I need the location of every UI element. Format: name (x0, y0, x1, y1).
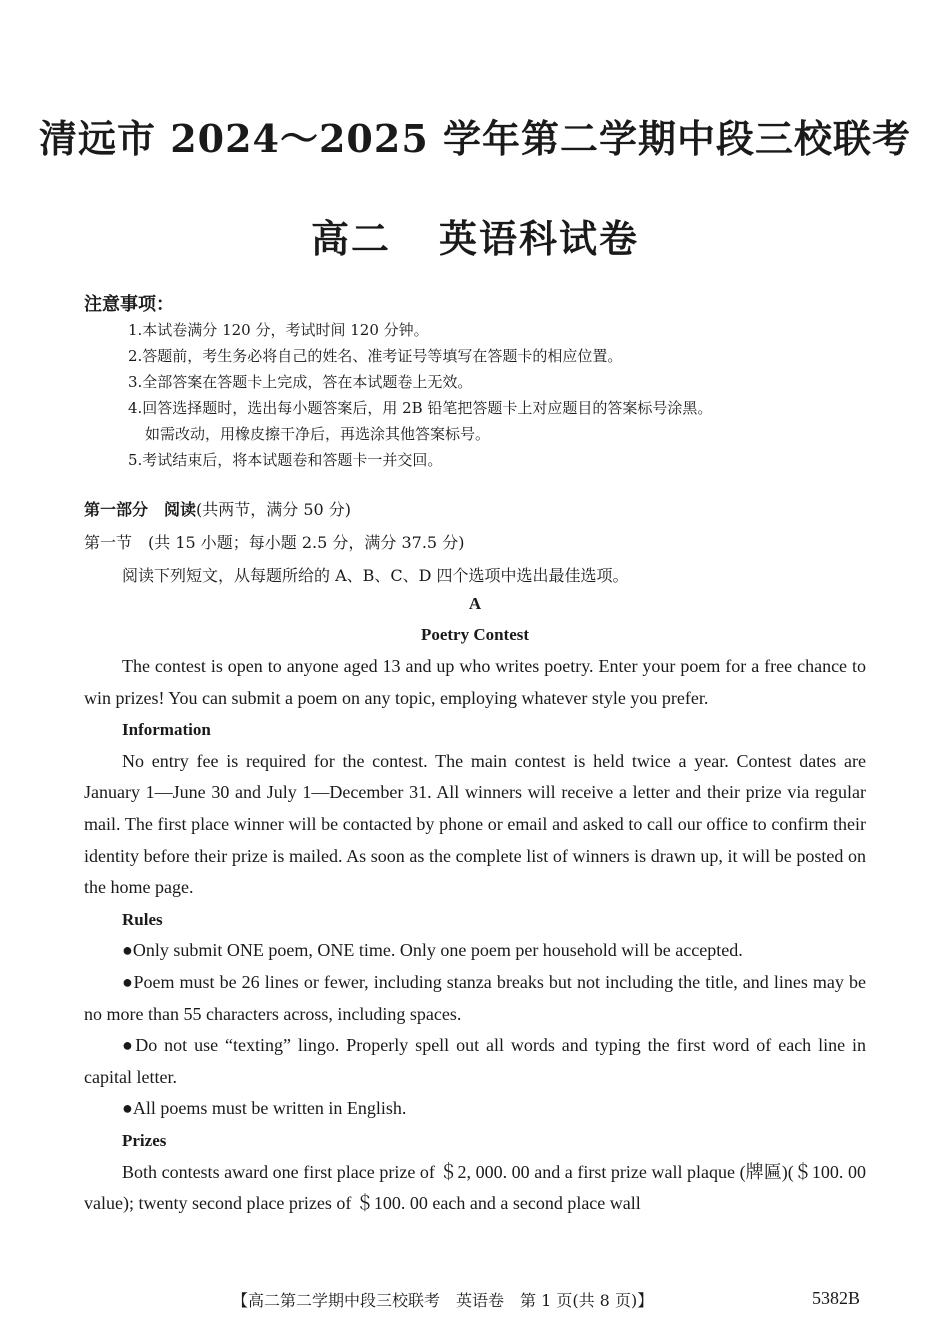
exam-title: 清远市 2024～2025 学年第二学期中段三校联考 (39, 116, 911, 161)
info-heading: Information (122, 720, 211, 740)
rule-item: ●Only submit ONE poem, ONE time. Only one poem per household will be accepted. (122, 940, 743, 961)
paper-code: 5382B (812, 1288, 861, 1308)
passage-body (84, 651, 866, 1220)
section-heading: 第一节 (共 15 小题；每小题 2.5 分，满分 37.5 分) (84, 533, 465, 552)
passage-title: Poetry Contest (420, 625, 530, 644)
part-title: 第一部分 阅读 (84, 500, 197, 519)
notice-item: 4.回答选择题时，选出每小题答案后，用 2B 铅笔把答题卡上对应题目的答案标号涂黑。 (128, 399, 713, 417)
grade-label: 高二 (310, 217, 391, 261)
intro-paragraph: The contest is open to anyone aged 13 and up who writes poetry. Enter your poem for a free chance to win prizes! You can submit a poem on any topic, employing whatever style you prefer. (84, 656, 866, 708)
notice-item: 如需改动，用橡皮擦干净后，再选涂其他答案标号。 (145, 425, 491, 443)
notice-item: 5.考试结束后，将本试题卷和答题卡一并交回。 (128, 451, 443, 469)
rule-item: ●Poem must be 26 lines or fewer, including stanza breaks but not including the title, and lines may be no more than 55 characters across, including spaces. (84, 971, 866, 1024)
subject-label: 英语科试卷 (439, 217, 640, 261)
rule-item: ●All poems must be written in English. (122, 1098, 407, 1119)
prizes-paragraph: Both contests award one first place prize of ＄2, 000. 00 and a first prize wall plaque (牌匾)(＄100. 00 value); twenty second place prizes of ＄100. 00 each and a second place wall (84, 1161, 866, 1214)
notice-list (128, 317, 888, 473)
info-paragraph: No entry fee is required for the contest. The main contest is held twice a year. Contest dates are January 1—June 30 and July 1—December 31. All winners will receive a letter and their prize via regular mail. The first place winner will be contacted by phone or email and asked to call our office to confirm their identity before their prize is mailed. As soon as the complete list of winners is drawn up, it will be posted on the home page. (84, 750, 866, 898)
footer-text: 【高二第二学期中段三校联考 英语卷 第 1 页(共 8 页)】 (232, 1291, 654, 1310)
part-heading (84, 497, 351, 520)
prizes-heading: Prizes (122, 1130, 167, 1150)
notice-heading: 注意事项： (84, 294, 174, 315)
part-score: (共两节，满分 50 分) (196, 500, 352, 519)
rules-heading: Rules (122, 909, 163, 929)
rule-item: ●Do not use “texting” lingo. Properly spell out all words and typing the first word of each line in capital letter. (84, 1035, 866, 1087)
section-instruction: 阅读下列短文，从每题所给的 A、B、C、D 四个选项中选出最佳选项。 (122, 566, 629, 585)
exam-subtitle (0, 208, 950, 263)
notice-item: 1.本试卷满分 120 分，考试时间 120 分钟。 (128, 321, 429, 339)
notice-item: 2.答题前，考生务必将自己的姓名、准考证号等填写在答题卡的相应位置。 (128, 347, 623, 365)
passage-label: A (468, 594, 482, 613)
notice-item: 3.全部答案在答题卡上完成，答在本试题卷上无效。 (128, 373, 473, 391)
